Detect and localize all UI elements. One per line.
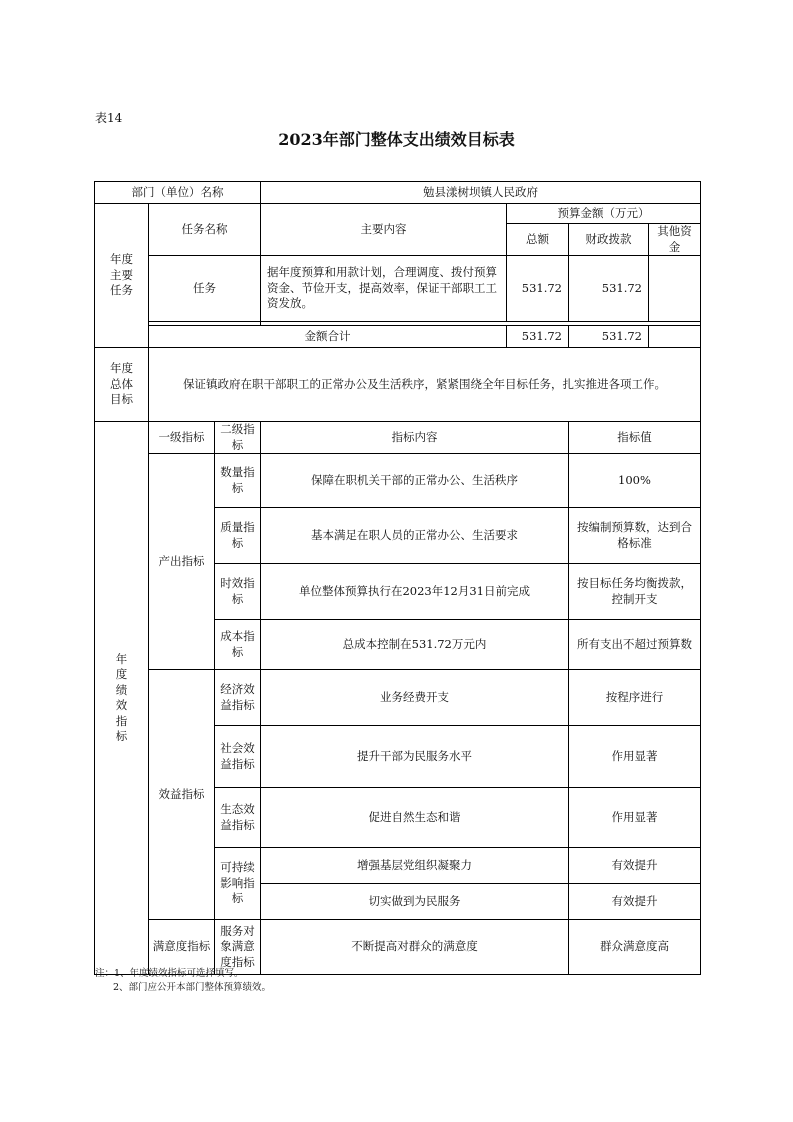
indicator-row	[95, 454, 701, 508]
indicator-level2: 成本指标	[215, 620, 261, 670]
sum-total: 531.72	[507, 326, 569, 348]
col-task-name: 任务名称	[149, 204, 261, 256]
overall-goal-label	[95, 348, 149, 422]
task-total: 531.72	[507, 256, 569, 322]
indicator-content: 基本满足在职人员的正常办公、生活要求	[261, 508, 569, 564]
sum-label: 金额合计	[149, 326, 507, 348]
sum-fiscal: 531.72	[569, 326, 649, 348]
satisfaction-indicators-label: 满意度指标	[149, 920, 215, 975]
table-number: 表14	[95, 111, 123, 125]
indicator-value: 作用显著	[569, 788, 701, 848]
footnote: 注：1、年度绩效指标可选择填写。	[95, 968, 244, 979]
indicator-level2: 生态效益指标	[215, 788, 261, 848]
indicator-content: 增强基层党组织凝聚力	[261, 848, 569, 884]
indicator-content: 单位整体预算执行在2023年12月31日前完成	[261, 564, 569, 620]
indicator-value: 按程序进行	[569, 670, 701, 726]
sum-other	[649, 326, 701, 348]
dept-label: 部门（单位）名称	[95, 182, 261, 204]
indicator-value: 有效提升	[569, 884, 701, 920]
task-other	[649, 256, 701, 322]
page-title: 2023年部门整体支出绩效目标表	[278, 130, 515, 149]
indicator-value: 100%	[569, 454, 701, 508]
indicator-level2: 社会效益指标	[215, 726, 261, 788]
indicator-content: 保障在职机关干部的正常办公、生活秩序	[261, 454, 569, 508]
dept-value: 勉县漾树坝镇人民政府	[261, 182, 701, 204]
footnote: 2、部门应公开本部门整体预算绩效。	[113, 982, 272, 994]
col-total: 总额	[507, 224, 569, 256]
dept-row	[95, 182, 701, 204]
task-row	[95, 256, 701, 322]
indicator-value: 按编制预算数，达到合格标准	[569, 508, 701, 564]
indicator-level2: 数量指标	[215, 454, 261, 508]
performance-target-table	[94, 181, 701, 975]
col-budget-amount: 预算金额（万元）	[507, 204, 701, 224]
indicator-level2: 经济效益指标	[215, 670, 261, 726]
overall-goal-row	[95, 348, 701, 422]
indicator-level2: 可持续影响指标	[215, 848, 261, 920]
indicator-value: 有效提升	[569, 848, 701, 884]
indicator-level2: 质量指标	[215, 508, 261, 564]
indicator-content: 提升干部为民服务水平	[261, 726, 569, 788]
task-content: 据年度预算和用款计划，合理调度、拨付预算资金、节俭开支，提高效率，保证干部职工工资发放。	[261, 256, 507, 322]
output-indicators-label: 产出指标	[149, 454, 215, 670]
indicator-value: 按目标任务均衡拨款，控制开支	[569, 564, 701, 620]
indicator-value: 群众满意度高	[569, 920, 701, 975]
performance-indicators-label	[95, 422, 149, 975]
task-fiscal: 531.72	[569, 256, 649, 322]
performance-indicators-label-text: 年 度 绩 效 指 标	[115, 651, 128, 744]
indicator-row	[95, 670, 701, 726]
sum-row	[95, 326, 701, 348]
overall-goal-text: 保证镇政府在职干部职工的正常办公及生活秩序，紧紧围绕全年目标任务，扎实推进各项工作。	[149, 348, 701, 422]
indicator-value: 作用显著	[569, 726, 701, 788]
col-other: 其他资金	[649, 224, 701, 256]
footnotes	[95, 967, 271, 996]
indicator-value: 所有支出不超过预算数	[569, 620, 701, 670]
task-name: 任务	[149, 256, 261, 322]
overall-goal-label-text: 年度 总体 目标	[110, 361, 133, 407]
col-indicator-content: 指标内容	[261, 422, 569, 454]
indicator-content: 切实做到为民服务	[261, 884, 569, 920]
annual-tasks-label	[95, 204, 149, 348]
indicator-level2: 服务对象满意度指标	[215, 920, 261, 975]
indicator-level2: 时效指标	[215, 564, 261, 620]
indicator-content: 促进自然生态和谐	[261, 788, 569, 848]
col-indicator-value: 指标值	[569, 422, 701, 454]
col-level2: 二级指标	[215, 422, 261, 454]
indicator-content: 业务经费开支	[261, 670, 569, 726]
col-level1: 一级指标	[149, 422, 215, 454]
benefit-indicators-label: 效益指标	[149, 670, 215, 920]
indicators-header-row	[95, 422, 701, 454]
tasks-header-row	[95, 204, 701, 224]
col-fiscal: 财政拨款	[569, 224, 649, 256]
annual-tasks-label-text: 年度 主要 任务	[110, 252, 133, 298]
indicator-content: 不断提高对群众的满意度	[261, 920, 569, 975]
col-main-content: 主要内容	[261, 204, 507, 256]
indicator-content: 总成本控制在531.72万元内	[261, 620, 569, 670]
